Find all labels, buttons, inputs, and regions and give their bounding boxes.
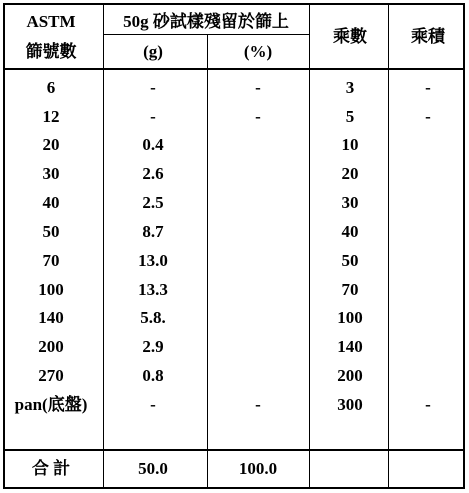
grams-cell: 13.0	[138, 251, 168, 270]
column-divider	[309, 3, 310, 489]
grams-cell: 2.5	[142, 193, 164, 212]
multiplier-cell: 30	[341, 193, 359, 212]
percent-cell: -	[255, 107, 261, 126]
sieve-number-cell: 200	[38, 337, 64, 356]
product-cell: -	[425, 395, 431, 414]
grams-cell: 2.9	[142, 337, 164, 356]
percent-cell: -	[255, 395, 261, 414]
multiplier-cell: 50	[341, 251, 359, 270]
header-bottom-rule	[3, 68, 465, 70]
grams-cell: -	[150, 107, 156, 126]
multiplier-cell: 100	[337, 308, 363, 327]
multiplier-cell: 10	[341, 135, 359, 154]
sieve-number-cell: 50	[42, 222, 60, 241]
column-divider	[388, 3, 389, 489]
sieve-number-cell: 70	[42, 251, 60, 270]
column-divider	[103, 3, 104, 489]
multiplier-cell: 300	[337, 395, 363, 414]
multiplier-cell: 5	[345, 107, 355, 126]
sieve-number-cell: 100	[38, 280, 64, 299]
grams-cell: 8.7	[142, 222, 164, 241]
header-multiplier: 乘數	[333, 27, 367, 46]
sieve-number-cell: 30	[42, 164, 60, 183]
header-astm: ASTM	[26, 12, 76, 31]
multiplier-cell: 140	[337, 337, 363, 356]
grams-cell: 0.4	[142, 135, 164, 154]
column-divider	[207, 34, 208, 489]
header-grams: (g)	[143, 42, 163, 61]
product-cell: -	[425, 78, 431, 97]
sieve-number-cell: 6	[46, 78, 56, 97]
grams-cell: -	[150, 78, 156, 97]
grams-cell: -	[150, 395, 156, 414]
grams-cell: 0.8	[142, 366, 164, 385]
sieve-number-cell: 20	[42, 135, 60, 154]
sieve-number-cell: pan(底盤)	[14, 395, 88, 414]
header-retained-group: 50g 砂試樣殘留於篩上	[123, 12, 289, 31]
multiplier-cell: 200	[337, 366, 363, 385]
multiplier-cell: 70	[341, 280, 359, 299]
sieve-number-cell: 270	[38, 366, 64, 385]
header-product: 乘積	[411, 27, 445, 46]
grams-cell: 2.6	[142, 164, 164, 183]
sieve-number-cell: 40	[42, 193, 60, 212]
total-grams: 50.0	[138, 459, 168, 478]
product-cell: -	[425, 107, 431, 126]
percent-cell: -	[255, 78, 261, 97]
sieve-analysis-table	[3, 3, 465, 489]
group-header-divider	[103, 34, 309, 35]
multiplier-cell: 3	[345, 78, 355, 97]
total-top-rule	[3, 449, 465, 451]
total-percent: 100.0	[238, 459, 278, 478]
header-percent: (%)	[243, 42, 273, 61]
multiplier-cell: 20	[341, 164, 359, 183]
grams-cell: 13.3	[138, 280, 168, 299]
total-label: 合 計	[31, 459, 71, 478]
sieve-number-cell: 12	[42, 107, 60, 126]
multiplier-cell: 40	[341, 222, 359, 241]
grams-cell: 5.8.	[140, 308, 166, 327]
header-sieve-number: 篩號數	[25, 42, 77, 61]
sieve-number-cell: 140	[38, 308, 64, 327]
